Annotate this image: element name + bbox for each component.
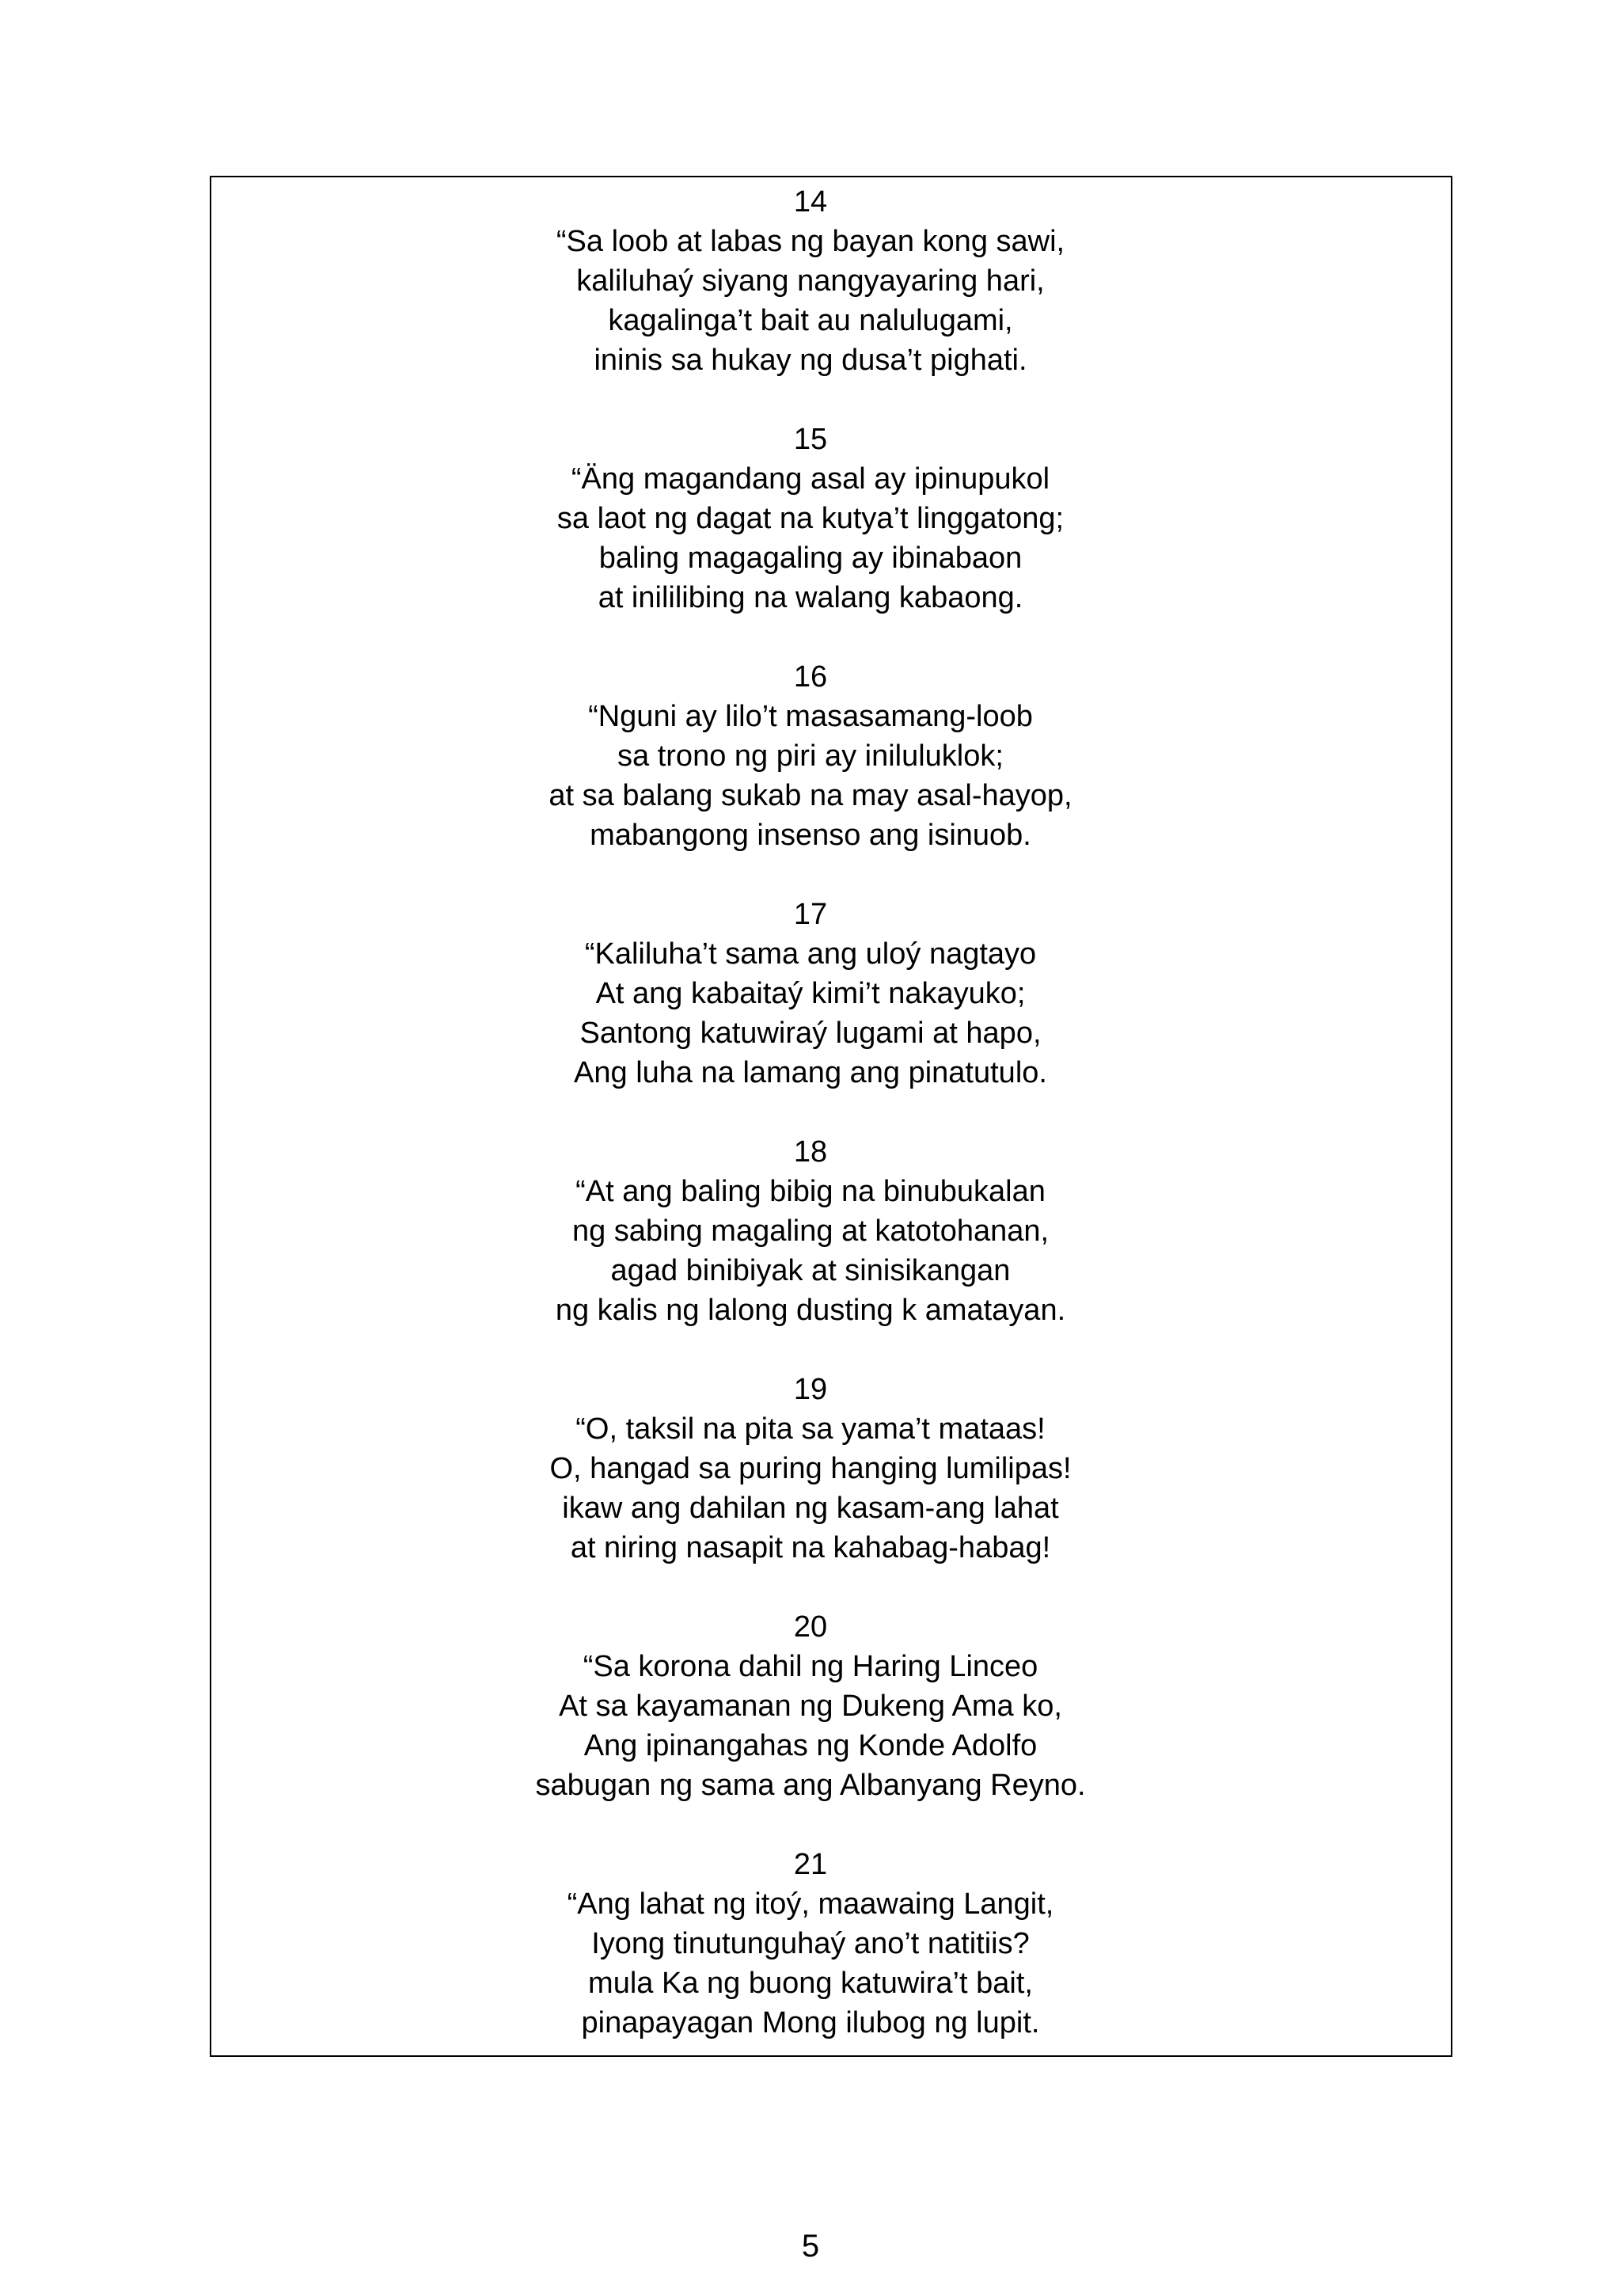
stanza-number: 21 (793, 1848, 828, 1881)
verse-line: kaliluhaý siyang nangyayaring hari, (576, 264, 1045, 298)
verse-line: kagalinga’t bait au nalulugami, (608, 304, 1013, 337)
verse-line: “Sa korona dahil ng Haring Linceo (583, 1650, 1038, 1683)
verse-line: Iyong tinutunguhaý ano’t natitiis? (591, 1927, 1030, 1960)
stanza (0, 1845, 1621, 2043)
stanza-number: 19 (793, 1373, 828, 1406)
verse-line: agad binibiyak at sinisikangan (610, 1254, 1011, 1287)
verse-line: ng kalis ng lalong dusting k amatayan. (555, 1294, 1066, 1327)
stanza-number: 15 (793, 423, 828, 456)
verse-line: At sa kayamanan ng Dukeng Ama ko, (559, 1690, 1062, 1723)
verse-line: sabugan ng sama ang Albanyang Reyno. (535, 1769, 1086, 1802)
verse-line: Ang luha na lamang ang pinatutulo. (574, 1056, 1047, 1089)
verse-line: ng sabing magaling at katotohanan, (571, 1215, 1050, 1248)
verse-line: “Kaliluha’t sama ang uloý nagtayo (584, 937, 1037, 971)
verse-line: sa laot ng dagat na kutya’t linggatong; (556, 502, 1065, 535)
stanza-number: 17 (793, 898, 828, 931)
verse-line: “Ang lahat ng itoý, maawaing Langit, (567, 1887, 1054, 1921)
verse-line: “At ang baling bibig na binubukalan (575, 1175, 1046, 1208)
stanza-number: 20 (793, 1610, 828, 1644)
stanza-number: 16 (793, 660, 828, 694)
stanza (0, 895, 1621, 1093)
verse-line: “Nguni ay lilo’t masasamang-loob (588, 700, 1033, 733)
stanza-number: 14 (793, 185, 828, 219)
verse-line: “O, taksil na pita sa yama’t mataas! (575, 1412, 1046, 1446)
stanza (0, 420, 1621, 618)
stanza (0, 1370, 1621, 1568)
verse-line: sa trono ng piri ay iniluluklok; (617, 739, 1004, 773)
verse-line: at niring nasapit na kahabag-habag! (570, 1531, 1051, 1564)
stanza (0, 657, 1621, 855)
page-number: 5 (801, 2229, 820, 2264)
verse-line: ininis sa hukay ng dusa’t pighati. (594, 344, 1027, 377)
verse-line: O, hangad sa puring hanging lumilipas! (549, 1452, 1072, 1485)
verse-line: “Äng magandang asal ay ipinupukol (571, 462, 1050, 496)
stanza-number: 18 (793, 1135, 828, 1169)
verse-line: Ang ipinangahas ng Konde Adolfo (583, 1729, 1038, 1762)
stanza (0, 1132, 1621, 1330)
verse-line: at sa balang sukab na may asal-hayop, (549, 779, 1072, 812)
verse-line: Santong katuwiraý lugami at hapo, (579, 1017, 1042, 1050)
poem-body (0, 182, 1621, 2043)
verse-line: at inililibing na walang kabaong. (598, 581, 1023, 614)
verse-line: mabangong insenso ang isinuob. (590, 819, 1031, 852)
stanza (0, 182, 1621, 380)
verse-line: baling magagaling ay ibinabaon (598, 542, 1023, 575)
verse-line: “Sa loob at labas ng bayan kong sawi, (556, 225, 1065, 258)
verse-line: pinapayagan Mong ilubog ng lupit. (581, 2006, 1040, 2039)
verse-line: At ang kabaitaý kimi’t nakayuko; (595, 977, 1026, 1010)
verse-line: ikaw ang dahilan ng kasam-ang lahat (562, 1492, 1059, 1525)
stanza (0, 1607, 1621, 1805)
verse-line: mula Ka ng buong katuwira’t bait, (588, 1967, 1033, 2000)
